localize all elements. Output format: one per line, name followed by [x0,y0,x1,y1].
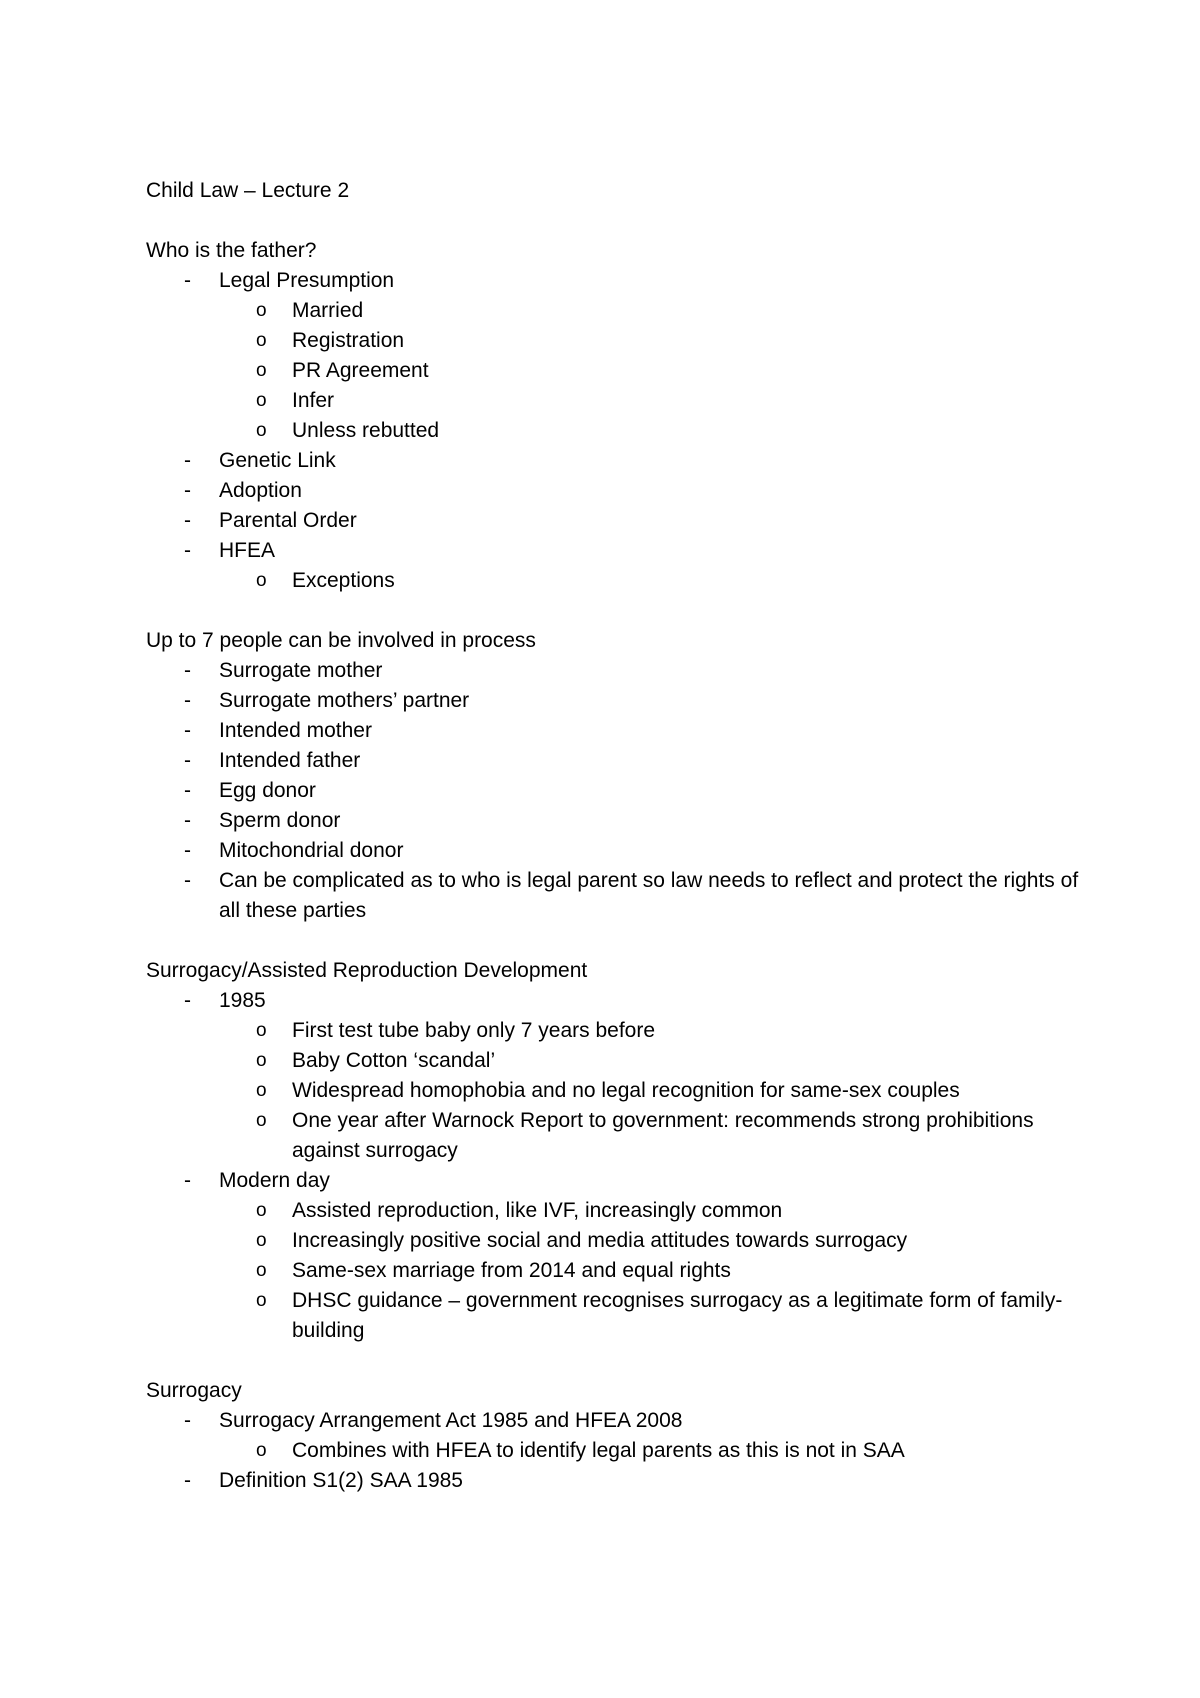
list-item: - Surrogacy Arrangement Act 1985 and HFEA 2008 [146,1406,1086,1436]
document-title: Child Law – Lecture 2 [146,179,350,202]
bullet-marker: o [256,1020,267,1041]
dash-marker: - [184,449,191,472]
sub-list-item: o First test tube baby only 7 years before [146,1016,1086,1046]
list-item: - Definition S1(2) SAA 1985 [146,1466,1086,1496]
sub-list-item: o Unless rebutted [146,416,1086,446]
dash-marker: - [184,1469,191,1492]
spacer [146,1346,1086,1376]
sub-list-item: o Combines with HFEA to identify legal parents as this is not in SAA [146,1436,1086,1466]
bullet-marker: o [256,1440,267,1461]
sub-list-item: o Registration [146,326,1086,356]
list-item: - Intended mother [146,716,1086,746]
bullet-marker: o [256,420,267,441]
dash-marker: - [184,659,191,682]
sub-list-item: o Widespread homophobia and no legal recognition for same-sex couples [146,1076,1086,1106]
dash-marker: - [184,869,191,892]
bullet-marker: o [256,1050,267,1071]
bullet-marker: o [256,1230,267,1251]
sub-list-item: o DHSC guidance – government recognises surrogacy as a legitimate form of family-building [146,1286,1086,1346]
bullet-marker: o [256,390,267,411]
bullet-marker: o [256,1290,267,1311]
list-item: - Modern day [146,1166,1086,1196]
dash-marker: - [184,719,191,742]
spacer [146,926,1086,956]
dash-marker: - [184,509,191,532]
list-item: - Legal Presumption [146,266,1086,296]
sub-list-item: o Infer [146,386,1086,416]
list-item: - 1985 [146,986,1086,1016]
section-development [146,956,1086,1346]
sub-list-item: o One year after Warnock Report to government: recommends strong prohibitions against surrogacy [146,1106,1086,1166]
sub-list-item: o Assisted reproduction, like IVF, increasingly common [146,1196,1086,1226]
section-surrogacy [146,1376,1086,1496]
dash-marker: - [184,1169,191,1192]
list-item: - Surrogate mother [146,656,1086,686]
bullet-marker: o [256,1200,267,1221]
dash-marker: - [184,749,191,772]
dash-marker: - [184,1409,191,1432]
bullet-marker: o [256,1080,267,1101]
section-who-is-father [146,236,1086,596]
list-item: - HFEA [146,536,1086,566]
sub-list-item: o Married [146,296,1086,326]
sub-list-item: o Baby Cotton ‘scandal’ [146,1046,1086,1076]
section-heading: Up to 7 people can be involved in process [146,629,536,652]
dash-marker: - [184,479,191,502]
bullet-marker: o [256,360,267,381]
sub-list-item: o Exceptions [146,566,1086,596]
bullet-marker: o [256,570,267,591]
dash-marker: - [184,689,191,712]
section-heading: Surrogacy/Assisted Reproduction Development [146,959,588,982]
sub-list-item: o Same-sex marriage from 2014 and equal rights [146,1256,1086,1286]
list-item: - Surrogate mothers’ partner [146,686,1086,716]
dash-marker: - [184,539,191,562]
section-heading: Surrogacy [146,1379,242,1402]
bullet-marker: o [256,300,267,321]
list-item: - Genetic Link [146,446,1086,476]
list-item: - Can be complicated as to who is legal parent so law needs to reflect and protect the rights of all these parties [146,866,1086,926]
dash-marker: - [184,269,191,292]
dash-marker: - [184,779,191,802]
bullet-marker: o [256,1110,267,1131]
bullet-marker: o [256,1260,267,1281]
bullet-marker: o [256,330,267,351]
dash-marker: - [184,809,191,832]
sub-list-item: o PR Agreement [146,356,1086,386]
list-item: - Mitochondrial donor [146,836,1086,866]
dash-marker: - [184,839,191,862]
list-item: - Parental Order [146,506,1086,536]
sub-list-item: o Increasingly positive social and media attitudes towards surrogacy [146,1226,1086,1256]
list-item: - Egg donor [146,776,1086,806]
list-item: - Adoption [146,476,1086,506]
spacer [146,206,1086,236]
section-heading: Who is the father? [146,239,317,262]
section-people-involved [146,626,1086,926]
document-page [146,176,1086,1496]
spacer [146,596,1086,626]
list-item: - Intended father [146,746,1086,776]
dash-marker: - [184,989,191,1012]
list-item: - Sperm donor [146,806,1086,836]
